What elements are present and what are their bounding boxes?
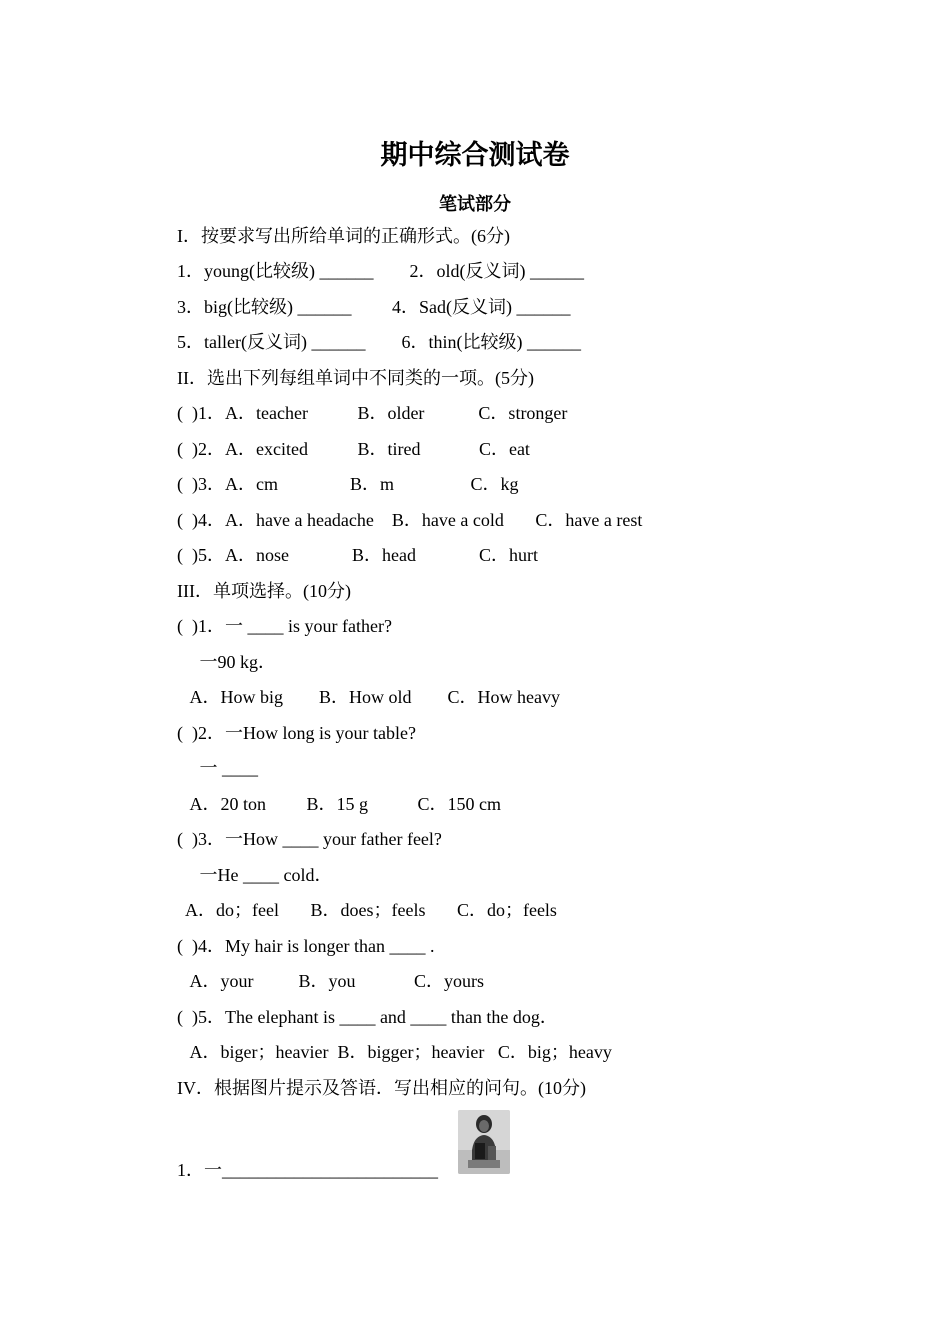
choice-q5: ( )5．The elephant is ____ and ____ than the dog． (177, 1007, 558, 1027)
odd-one-out-q3: ( )3．A．cm B．m C．kg (177, 474, 519, 494)
choice-q5-options: A．biger；heavier B．bigger；heavier C．big；heavy (177, 1042, 612, 1062)
person-photo (458, 1110, 510, 1174)
choice-q1-options: A．How big B．How old C．How heavy (177, 687, 560, 707)
choice-q2-options: A．20 ton B．15 g C．150 cm (177, 794, 502, 814)
picture-question-1: 1．一________________________ (177, 1160, 438, 1180)
odd-one-out-q4: ( )4．A．have a headache B．have a cold C．have a rest (177, 510, 643, 530)
section-subtitle: 笔试部分 (439, 194, 511, 214)
choice-q4: ( )4．My hair is longer than ____ . (177, 936, 435, 956)
odd-one-out-q2: ( )2．A．excited B．tired C．eat (177, 439, 530, 459)
word-form-row-3: 5．taller(反义词) ______ 6．thin(比较级) ______ (177, 332, 581, 352)
section-1-heading: I．按要求写出所给单词的正确形式。(6分) (177, 226, 510, 246)
section-3-heading: III．单项选择。(10分) (177, 581, 351, 601)
choice-q2-answer: 一 ____ (177, 758, 258, 778)
odd-one-out-q1: ( )1．A．teacher B．older C．stronger (177, 403, 568, 423)
choice-q2: ( )2．一How long is your table? (177, 723, 416, 743)
choice-q3: ( )3．一How ____ your father feel? (177, 829, 442, 849)
choice-q3-answer: 一He ____ cold． (177, 865, 333, 885)
section-2-heading: II．选出下列每组单词中不同类的一项。(5分) (177, 368, 534, 388)
choice-q1-answer: 一90 kg． (177, 652, 276, 672)
choice-q3-options: A．do；feel B．does；feels C．do；feels (177, 900, 557, 920)
section-4-heading: IV．根据图片提示及答语．写出相应的问句。(10分) (177, 1078, 586, 1098)
word-form-row-1: 1．young(比较级) ______ 2．old(反义词) ______ (177, 261, 584, 281)
choice-q4-options: A．your B．you C．yours (177, 971, 485, 991)
choice-q1: ( )1．一 ____ is your father? (177, 616, 392, 636)
odd-one-out-q5: ( )5．A．nose B．head C．hurt (177, 545, 538, 565)
page-title: 期中综合测试卷 (380, 140, 570, 170)
word-form-row-2: 3．big(比较级) ______ 4．Sad(反义词) ______ (177, 297, 571, 317)
